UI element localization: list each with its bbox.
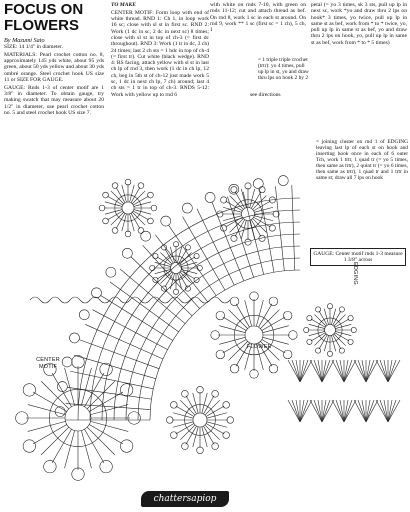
- flower-motif-bottom-spoke: [202, 427, 207, 447]
- flower-motif-bottom-petal: [170, 402, 177, 409]
- fan-stitch: [292, 360, 300, 382]
- edge-scallop: [182, 203, 192, 213]
- flower-motif-small-petal: [269, 225, 275, 231]
- flower-motif-bottom-petal: [170, 432, 177, 439]
- flower-motif-small-spoke: [223, 216, 242, 221]
- flower-motif-petal: [216, 350, 225, 359]
- edge-scallop: [278, 176, 288, 186]
- ring-spoke: [67, 387, 151, 399]
- edge-scallop: [79, 310, 89, 320]
- flower-motif-right-petal: [307, 339, 312, 344]
- flower-motif-bottom-petal: [212, 443, 219, 450]
- flower-motif-right-petal: [307, 315, 312, 320]
- center-motif-spoke: [65, 368, 75, 406]
- fan-stitch: [358, 360, 366, 382]
- continued-text: with white on rnds 7-10, with green on rnds 11-12; cut and attach thread as bef. On rnd 8, work 1 sc in each st around. On rnd 9, work ** 1 sc (first sc = 1 ch), 5 ch, 1: [210, 2, 306, 34]
- flower-motif-bottom-petal: [212, 390, 219, 397]
- flower-motif-right-spoke: [309, 324, 325, 328]
- flower-motif-right-petal: [315, 307, 320, 312]
- flower-motif-right-spoke: [335, 324, 351, 328]
- ring-spoke: [74, 355, 156, 378]
- flower-motif-spoke: [219, 326, 245, 333]
- flower-motif-left-spoke: [122, 185, 127, 202]
- fan-stitch: [380, 360, 388, 382]
- flower-motif-right-spoke: [331, 335, 335, 351]
- flower-motif-bottom-spoke: [173, 422, 193, 427]
- center-motif-label: CENTER MOTIF: [36, 357, 60, 370]
- gauge-box: GAUGE: Center motif rnds 1-3 measure 1 3/8" across: [310, 248, 406, 266]
- center-motif-petal: [120, 384, 132, 396]
- flower-motif-small-core: [242, 208, 255, 221]
- flower-motif-mid-petal: [153, 277, 158, 282]
- flower-motif-left-petal: [103, 218, 109, 224]
- center-motif-spoke: [91, 421, 129, 431]
- ring-spoke: [70, 371, 153, 389]
- flower-motif-left-spoke: [105, 210, 122, 215]
- center-motif-petal: [100, 460, 112, 472]
- flower-motif-bottom-spoke: [207, 413, 227, 418]
- flower-motif-left-petal: [148, 218, 154, 224]
- fan-stitch: [388, 360, 396, 382]
- flower-motif-bottom-spoke: [193, 393, 198, 413]
- edge-scallop: [55, 407, 65, 417]
- flower-motif-left-petal: [138, 228, 144, 234]
- fan-stitch: [380, 400, 388, 422]
- flower-motif-left-spoke: [134, 210, 151, 215]
- see-directions-label: see directions: [250, 92, 281, 98]
- flower-motif-bottom-spoke: [193, 427, 198, 447]
- flower-motif-right-core: [325, 325, 336, 336]
- flower-motif-small-spoke: [250, 189, 255, 208]
- edge-scallop: [161, 216, 171, 226]
- flower-motif-petal: [269, 364, 278, 373]
- flower-motif-right-spoke: [331, 309, 335, 325]
- fan-stitch: [322, 360, 330, 382]
- flower-motif-petal: [283, 350, 292, 359]
- edging-label: EDGING: [352, 262, 358, 285]
- flower-motif-bottom-petal: [223, 432, 230, 439]
- flower-motif-mid-petal: [185, 245, 190, 250]
- center-motif-text: CENTER MOTIF: Form loop with end of white thread. RND 1: Ch 1, in loop work 16 sc; close with sl st in first sc. RND 2: Work (1 dc in sc, 2 dc in next sc) 8 times; close with sl st in top of ch-3 (= first dc throughout). RND 3: Work (1 tr in dc, 3 ch) 24 times; last 2 ch sts = 1 hdc in top of ch-4 (= first tr). Cut white (black wedge). RND 4: RS facing, attach yellow with sl st in last ch lp of rnd 3, then work (1 dc in ch lp, 12 ch, beg in 5th st of ch-12 just made work 5 sc, 1 dc in next ch lp, 7 ch) around; last 4 ch sts = 1 tr in top of ch-3. RNDS 5-12: Work with yellow up to rnd 6: [111, 9, 209, 98]
- flower-motif-left-spoke: [134, 202, 151, 207]
- gauge-text: GAUGE: Rnds 1-3 of center motif are 1 3/8" in diameter. To obtain gauge, try making swatch that may measure about 20 1/2" in diameter, use pearl crochet cotton no. 5 and steel crochet hook US size 7.: [4, 84, 104, 116]
- flower-motif-left-petal: [103, 192, 109, 198]
- fan-stitch: [336, 360, 344, 382]
- flower-motif-right-petal: [339, 348, 344, 353]
- fan-stitch: [344, 400, 352, 422]
- edge-scallop: [205, 192, 215, 202]
- ring-arc: [150, 270, 300, 420]
- fan-stitch: [314, 360, 322, 382]
- fan-stitch: [366, 360, 374, 382]
- flower-motif-small-petal: [231, 235, 237, 241]
- flower-motif-mid-core: [171, 263, 182, 274]
- fan-stitch: [314, 400, 322, 422]
- flower-motif-left-spoke: [105, 202, 122, 207]
- center-motif-petal: [44, 460, 56, 472]
- flower-motif-right-petal: [315, 348, 320, 353]
- flower-motif-petal: [230, 364, 239, 373]
- fan-stitch: [300, 400, 308, 422]
- flower-motif-spoke: [245, 300, 252, 326]
- materials-text: MATERIALS: Pearl crochet cotton no. 8, approximately 145 yds white, about 95 yds green, about 50 yds yellow and about 30 yds ombré orange. Steel crochet hook US size 11 or SIZE FOR GAUGE.: [4, 51, 104, 83]
- flower-motif-small-spoke: [250, 220, 255, 239]
- flower-motif-petal: [230, 297, 239, 306]
- flower-motif-left-petal: [112, 183, 118, 189]
- flower-motif-spoke: [263, 326, 289, 333]
- flower-motif-small-spoke: [254, 216, 273, 221]
- flower-motif-left-spoke: [130, 214, 135, 231]
- flower-motif-bottom-spoke: [202, 393, 207, 413]
- flower-motif-mid-spoke: [170, 273, 174, 289]
- fan-stitch: [358, 400, 366, 422]
- trtr-legend: = 1 triple triple crochet (trtr): yo 4 times, pull up lp in st, yo and draw thru lps on hook 2 by 2: [258, 57, 309, 81]
- joining-cluster-legend: = joining cluster on rnd 1 of EDGING leaving last lp of each st on hook and inserting hook once in each of 6 outer Tch, work 1 trtr, 1 quad tr (= yo 5 times, then same as trtr), 2 quint tr (= yo 6 times, then same as trtr), 1 quad tr and 1 trtr in same st; draw all 7 lps on hook: [316, 139, 408, 181]
- fan-stitch: [336, 400, 344, 422]
- flower-motif-bottom-petal: [223, 402, 230, 409]
- size-text: SIZE: 14 1/4" in diameter.: [4, 44, 63, 50]
- edge-scallop: [122, 248, 132, 258]
- ring-spoke: [259, 189, 274, 273]
- flower-motif-bottom-spoke: [207, 422, 227, 427]
- flower-motif-bottom-petal: [182, 443, 189, 450]
- flower-motif-bottom-petal: [182, 390, 189, 397]
- edge-scallop: [91, 288, 101, 298]
- flower-motif-left-petal: [112, 228, 118, 234]
- flower-motif-bottom-core: [193, 413, 207, 427]
- fan-stitch: [300, 360, 308, 382]
- fan-stitch: [388, 400, 396, 422]
- flower-motif-petal: [269, 297, 278, 306]
- flower-motif-right-petal: [339, 307, 344, 312]
- center-motif-petal: [120, 440, 132, 452]
- edge-scallop: [69, 333, 79, 343]
- fan-stitch: [366, 400, 374, 422]
- center-motif-petal: [23, 384, 35, 396]
- flower-motif-small-spoke: [254, 207, 273, 212]
- center-motif-spoke: [91, 405, 129, 415]
- byline: By Mazumi Sato: [4, 37, 45, 44]
- flower-label: FLOWER: [247, 344, 272, 350]
- flower-motif-small-petal: [221, 197, 227, 203]
- ring-arc: [138, 258, 300, 420]
- wavy-band: [30, 297, 230, 303]
- center-motif-spoke: [65, 431, 75, 469]
- flower-motif-mid-petal: [194, 253, 199, 258]
- fan-stitch: [322, 400, 330, 422]
- flower-motif-right-spoke: [324, 335, 328, 351]
- ring-spoke: [79, 340, 159, 369]
- flower-motif-left-petal: [138, 183, 144, 189]
- center-motif-petal: [100, 363, 112, 375]
- flower-motif-petal: [283, 311, 292, 320]
- flower-motif-left-spoke: [130, 185, 135, 202]
- edge-scallop: [253, 179, 263, 189]
- flower-motif-right-petal: [348, 315, 353, 320]
- flower-motif-small-petal: [221, 225, 227, 231]
- petal-text: petal (= yo 3 times, sk 3 sts, pull up lp in next sc, work *yo and draw thru 2 lps on hook* 3 times, yo twice, pull up lp in same st as bef, work from * to * twice, yo, pull up lp in same st as bef, yo and draw thru 2 lps on hook, yo, pull up lp in same st as bef, work from * to * 5 times): [311, 2, 407, 46]
- center-motif-spoke: [28, 421, 66, 431]
- flower-motif-mid-petal: [161, 245, 166, 250]
- flower-motif-mid-spoke: [177, 273, 181, 289]
- fan-stitch: [344, 360, 352, 382]
- flower-motif-petal: [216, 311, 225, 320]
- flower-motif-spoke: [256, 300, 263, 326]
- to-make-heading: TO MAKE: [111, 2, 136, 8]
- flower-motif-small-petal: [259, 187, 265, 193]
- flower-motif-small-petal: [231, 187, 237, 193]
- page-title: FOCUS ON FLOWERS: [4, 1, 84, 34]
- flower-motif-mid-spoke: [155, 269, 171, 273]
- flower-motif-right-spoke: [335, 331, 351, 335]
- flower-motif-right-spoke: [324, 309, 328, 325]
- edge-scallop: [57, 382, 67, 392]
- flower-motif-right-petal: [348, 339, 353, 344]
- flower-motif-spoke: [219, 337, 245, 344]
- center-motif-spoke: [28, 405, 66, 415]
- ring-spoke: [131, 257, 192, 316]
- flower-motif-right-spoke: [309, 331, 325, 335]
- center-motif-spoke: [81, 431, 91, 469]
- flower-motif-left-core: [122, 202, 134, 214]
- flower-motif-left-petal: [148, 192, 154, 198]
- flower-motif-core: [245, 326, 263, 344]
- center-motif-petal: [23, 440, 35, 452]
- edge-scallop: [106, 267, 116, 277]
- flower-motif-left-spoke: [122, 214, 127, 231]
- watermark-logo: chattersapiop: [141, 491, 229, 507]
- flower-motif-bottom-spoke: [173, 413, 193, 418]
- flower-motif-mid-petal: [153, 253, 158, 258]
- fan-stitch: [292, 400, 300, 422]
- edge-scallop: [141, 231, 151, 241]
